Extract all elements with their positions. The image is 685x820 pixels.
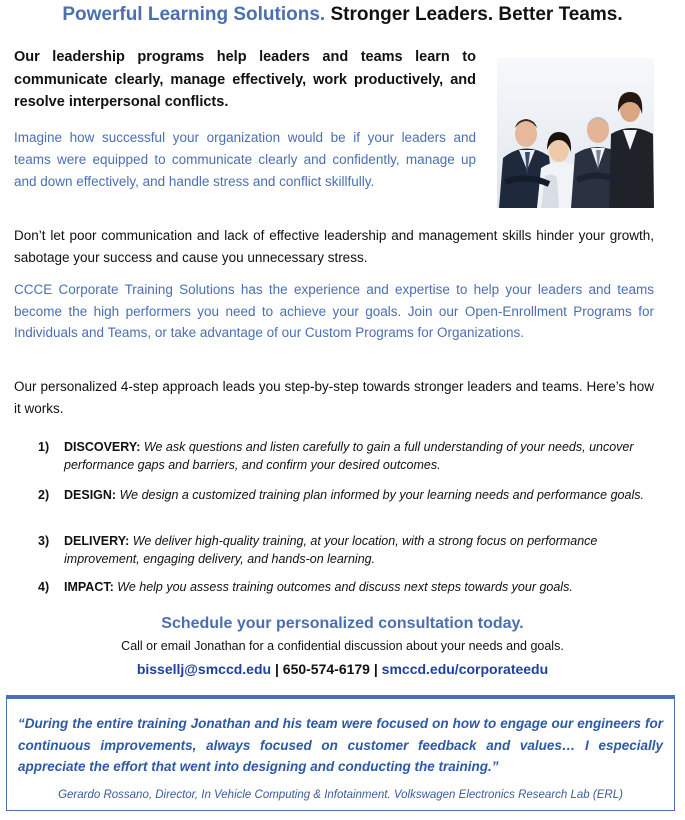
step-description: We deliver high-quality training, at your location, with a strong focus on performance improvement, engaging delivery, and hands-on learning. (64, 534, 598, 566)
business-team-photo (497, 58, 654, 208)
testimonial-box (6, 695, 675, 811)
contact-line (0, 661, 685, 677)
website-link[interactable]: smccd.edu/corporateedu (381, 661, 549, 677)
step-number: 3) (38, 534, 50, 548)
team-illustration (497, 58, 654, 208)
step-description: We design a customized training plan informed by your learning needs and performance goals. (119, 488, 644, 502)
imagine-paragraph: Imagine how successful your organization would be if your leaders and teams were equipped to communicate clearly and confidently, manage up and down effectively, and handle stress and conflict skillfully. (14, 130, 476, 189)
step-keyword: DELIVERY: (64, 534, 130, 548)
step-number: 1) (38, 440, 50, 454)
intro-paragraph: Our leadership programs help leaders and teams learn to communicate clearly, manage effectively, work productively, and resolve interpersonal conflicts. (14, 49, 476, 110)
phone-number[interactable]: 650-574-6179 (282, 661, 370, 677)
step-description: We help you assess training outcomes and discuss next steps towards your goals. (117, 580, 573, 594)
step-number: 4) (38, 580, 50, 594)
cta-title: Schedule your personalized consultation today. (161, 615, 524, 632)
testimonial-quote: “During the entire training Jonathan and his team were focused on how to engage our engineers for continuous improvements, always focused on customer feedback and values… I especially appreciate the effort that went into designing and conducting the training.” (18, 716, 663, 774)
email-link[interactable]: bissellj@smccd.edu (136, 661, 272, 677)
step-description: We ask questions and listen carefully to gain a full understanding of your needs, uncover performance gaps and barriers, and confirm your desired outcomes. (64, 440, 634, 472)
headline-part-2: Stronger Leaders. Better Teams. (330, 4, 623, 25)
ccce-paragraph: CCCE Corporate Training Solutions has the experience and expertise to help your leaders and teams become the high performers you need to achieve your goals. Join our Open-Enrollment Programs for Individuals and Teams, or take advantage of our Custom Programs for Organizations. (14, 282, 654, 340)
step-number: 2) (38, 488, 50, 502)
headline-part-1: Powerful Learning Solutions. (62, 4, 326, 25)
dont-paragraph: Don’t let poor communication and lack of effective leadership and management skills hinder your growth, sabotage your success and cause you unnecessary stress. (14, 228, 654, 265)
separator: | (373, 661, 378, 677)
approach-paragraph: Our personalized 4-step approach leads you step-by-step towards stronger leaders and teams. Here’s how it works. (14, 379, 654, 416)
step-keyword: DESIGN: (64, 488, 117, 502)
headline (0, 4, 685, 26)
testimonial-attribution: Gerardo Rossano, Director, In Vehicle Computing & Infotainment. Volkswagen Electronics Research Lab (ERL) (58, 789, 623, 801)
step-keyword: DISCOVERY: (64, 440, 141, 454)
cta-subtitle: Call or email Jonathan for a confidential discussion about your needs and goals. (121, 639, 564, 653)
separator: | (274, 661, 279, 677)
step-keyword: IMPACT: (64, 580, 114, 594)
